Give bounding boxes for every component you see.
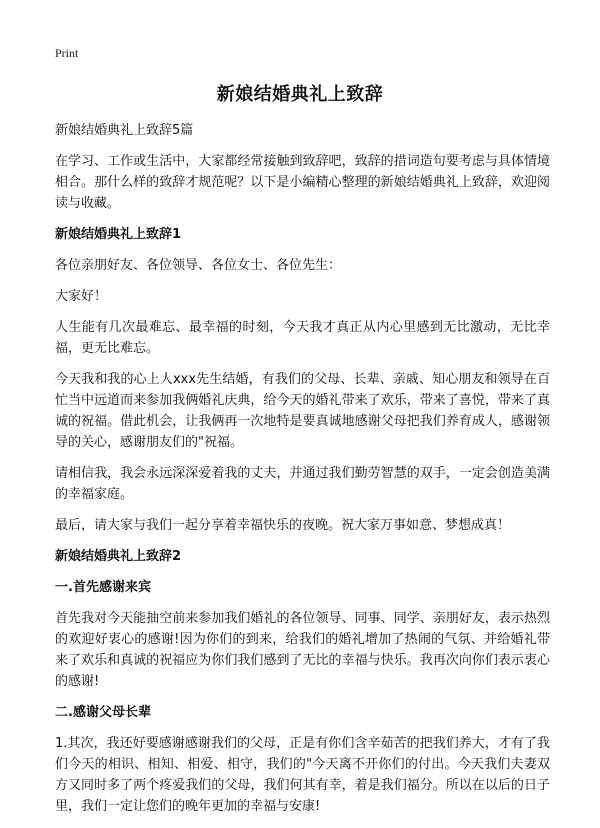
subsection-heading: 二.感谢父母长辈 [55, 705, 151, 720]
subtitle: 新娘结婚典礼上致辞5篇 [55, 123, 194, 138]
paragraph: 大家好！ [55, 289, 108, 304]
paragraph: 各位亲朋好友、各位领导、各位女士、各位先生： [55, 258, 342, 273]
section-1-heading: 新娘结婚典礼上致辞1 [55, 227, 182, 242]
document-body [55, 120, 550, 827]
page-title: 新娘结婚典礼上致辞 [216, 84, 384, 105]
paragraph: 今天我和我的心上人xxx先生结婚，有我们的父母、长辈、亲戚、知心朋友和领导在百忙当中远道而来参加我俩婚礼庆典，给今天的婚礼带来了欢乐，带来了喜悦，带来了真诚的祝福。借此机会，让我俩再一次地特是要真诚地感谢父母把我们养育成人，感谢领导的关心，感谢朋友们的"祝福。 [55, 372, 550, 450]
section-2-heading: 新娘结婚典礼上致辞2 [55, 549, 182, 564]
paragraph: 人生能有几次最难忘、最幸福的时刻，今天我才真正从内心里感到无比激动，无比幸福，更无比难忘。 [55, 320, 550, 356]
paragraph: 1.其次，我还好要感谢感谢我们的父母，正是有你们含辛茹苦的把我们养大，才有了我们今天的相识、相知、相爱、相守，我们的"今天离不开你们的付出。今天我们夫妻双方又同时多了两个疼爱我们的父母，我们何其有幸，着是我们福分。所以在以后的日子里，我们一定让您们的晚年更加的幸福与安康! [55, 736, 550, 814]
print-label[interactable]: Print [55, 46, 79, 60]
paragraph: 首先我对今天能抽空前来参加我们婚礼的各位领导、同事、同学、亲朋好友，表示热烈的欢迎好衷心的感谢!因为你们的到来，给我们的婚礼增加了热闹的气氛、并给婚礼带来了欢乐和真诚的祝福应为你们我们感到了无比的幸福与快乐。我再次向你们表示衷心的感谢! [55, 611, 550, 689]
paragraph: 请相信我，我会永远深深爱着我的丈夫，并通过我们勤劳智慧的双手，一定会创造美满的幸福家庭。 [55, 466, 550, 502]
paragraph: 最后，请大家与我们一起分享着幸福快乐的夜晚。祝大家万事如意、梦想成真！ [55, 518, 511, 533]
subsection-heading: 一.首先感谢来宾 [55, 580, 151, 595]
intro-paragraph: 在学习、工作或生活中，大家都经常接触到致辞吧，致辞的措词造句要考虑与具体情境相合。那什么样的致辞才规范呢？以下是小编精心整理的新娘结婚典礼上致辞，欢迎阅读与收藏。 [55, 154, 550, 211]
